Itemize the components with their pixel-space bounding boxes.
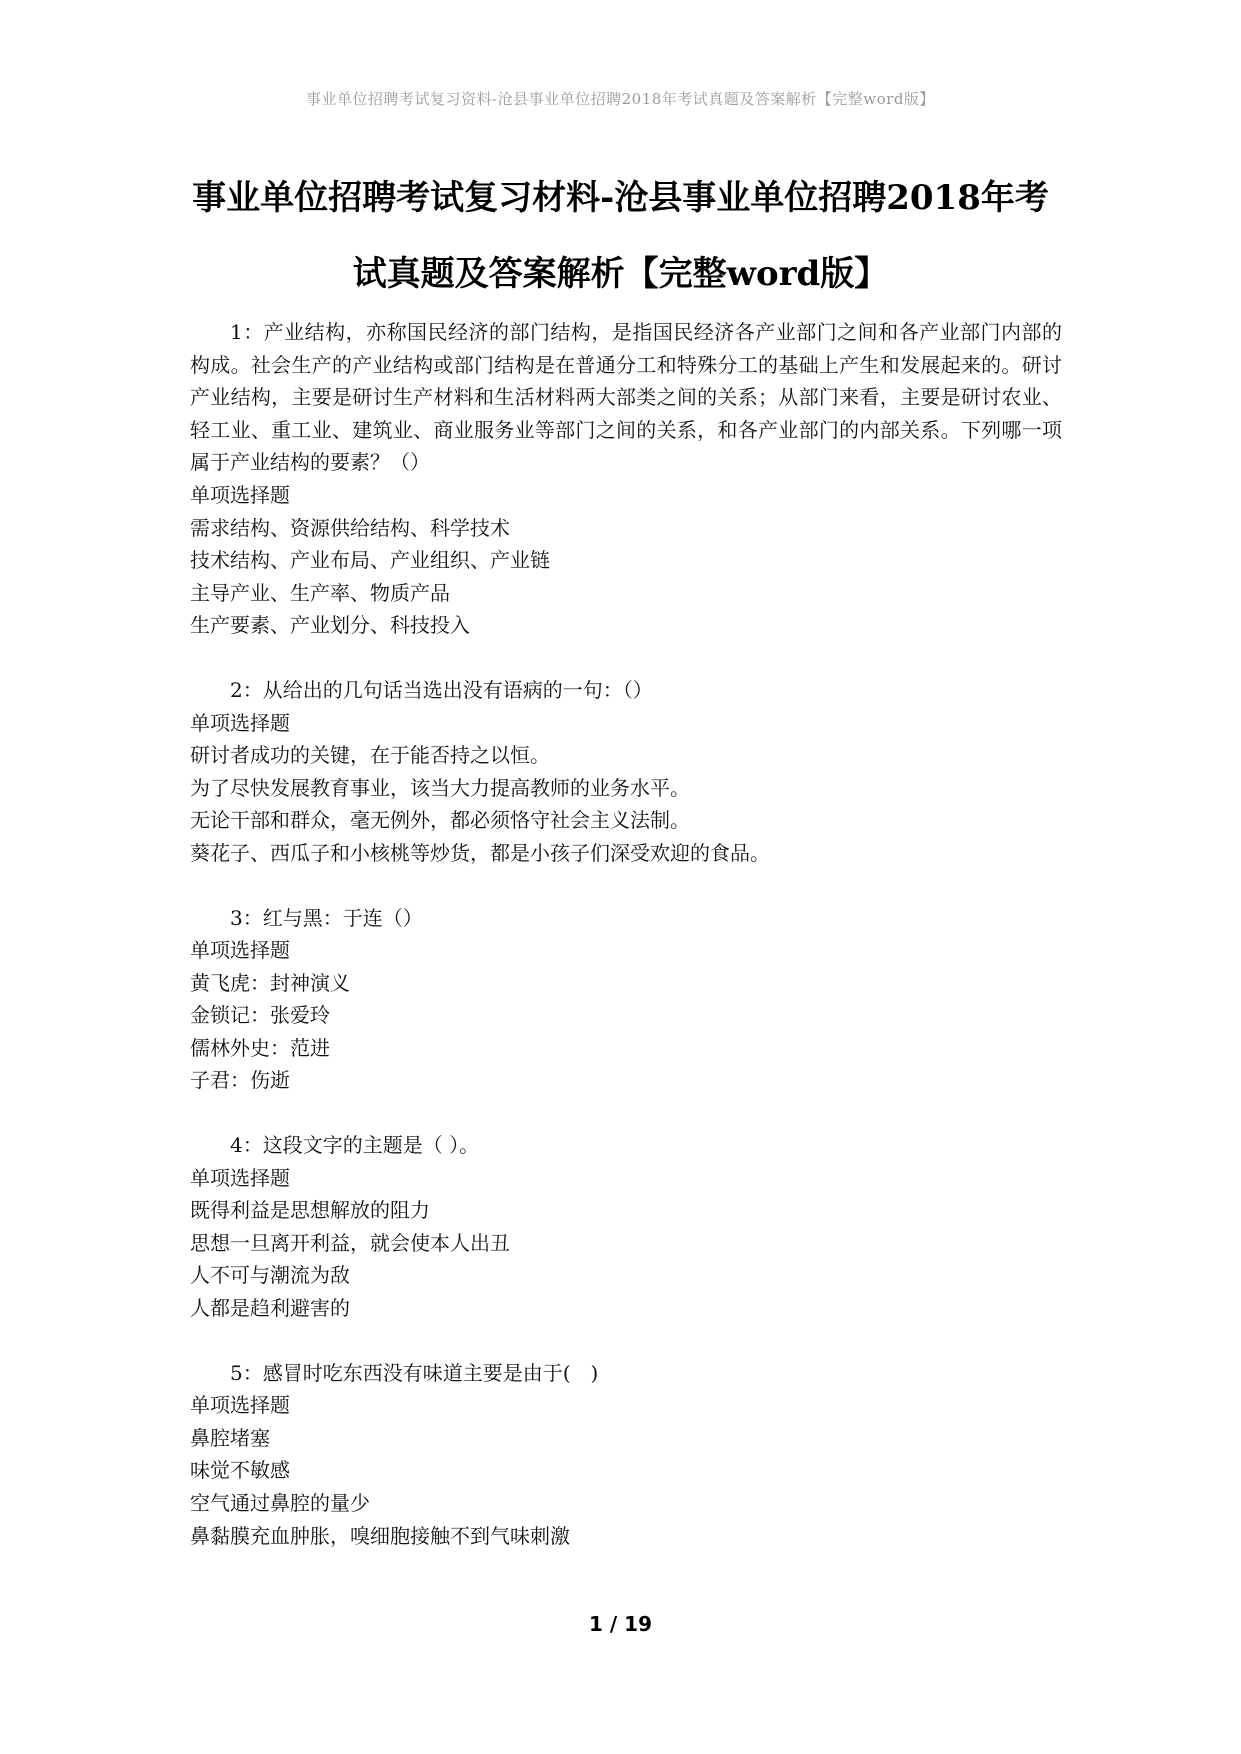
option: 为了尽快发展教育事业，该当大力提高教师的业务水平。 — [190, 775, 690, 800]
page-number: 1 / 19 — [589, 1612, 652, 1636]
question-1 — [190, 316, 1062, 642]
document-title — [160, 160, 1081, 312]
option: 子君：伤逝 — [190, 1068, 290, 1093]
option: 人都是趋利避害的 — [190, 1296, 350, 1321]
question-5 — [190, 1357, 1062, 1553]
question-type: 单项选择题 — [190, 710, 290, 735]
option: 黄飞虎：封神演义 — [190, 970, 350, 995]
question-stem: 4：这段文字的主题是（ ）。 — [230, 1133, 480, 1158]
option: 葵花子、西瓜子和小核桃等炒货，都是小孩子们深受欢迎的食品。 — [190, 840, 770, 865]
option: 需求结构、资源供给结构、科学技术 — [190, 515, 510, 540]
question-list — [190, 316, 1062, 1584]
question-stem: 5：感冒时吃东西没有味道主要是由于( ) — [230, 1360, 599, 1385]
running-header: 事业单位招聘考试复习资料-沧县事业单位招聘2018年考试真题及答案解析【完整word版】 — [306, 90, 935, 108]
option: 无论干部和群众，毫无例外，都必须恪守社会主义法制。 — [190, 808, 690, 833]
option: 主导产业、生产率、物质产品 — [190, 580, 450, 605]
option: 鼻腔堵塞 — [190, 1425, 270, 1450]
document-title-line-1: 事业单位招聘考试复习材料-沧县事业单位招聘2018年考 — [192, 178, 1049, 218]
question-type: 单项选择题 — [190, 1165, 290, 1190]
option: 味觉不敏感 — [190, 1458, 290, 1483]
option: 金锁记：张爱玲 — [190, 1003, 330, 1028]
question-type: 单项选择题 — [190, 482, 290, 507]
question-type: 单项选择题 — [190, 1393, 290, 1418]
option: 思想一旦离开利益，就会使本人出丑 — [190, 1230, 510, 1255]
document-title-line-2: 试真题及答案解析【完整word版】 — [352, 254, 889, 294]
option: 儒林外史：范进 — [190, 1035, 330, 1060]
question-stem: 1：产业结构，亦称国民经济的部门结构，是指国民经济各产业部门之间和各产业部门内部的构成。社会生产的产业结构或部门结构是在普通分工和特殊分工的基础上产生和发展起来的。研讨产业结构，主要是研讨生产材料和生活材料两大部类之间的关系；从部门来看，主要是研讨农业、轻工业、重工业、建筑业、商业服务业等部门之间的关系，和各产业部门的内部关系。下列哪一项属于产业结构的要素？（） — [190, 320, 1062, 475]
question-4 — [190, 1129, 1062, 1325]
option: 空气通过鼻腔的量少 — [190, 1491, 370, 1515]
question-stem: 3：红与黑：于连（） — [230, 905, 423, 930]
option: 技术结构、产业布局、产业组织、产业链 — [190, 548, 550, 573]
option: 人不可与潮流为敌 — [190, 1263, 350, 1288]
question-stem: 2：从给出的几句话当选出没有语病的一句：（） — [230, 677, 653, 702]
question-type: 单项选择题 — [190, 938, 290, 963]
option: 鼻黏膜充血肿胀，嗅细胞接触不到气味刺激 — [190, 1523, 570, 1548]
question-3 — [190, 902, 1062, 1098]
question-2 — [190, 674, 1062, 870]
option: 既得利益是思想解放的阻力 — [190, 1198, 430, 1223]
option: 研讨者成功的关键，在于能否持之以恒。 — [190, 743, 550, 768]
option: 生产要素、产业划分、科技投入 — [190, 613, 470, 638]
